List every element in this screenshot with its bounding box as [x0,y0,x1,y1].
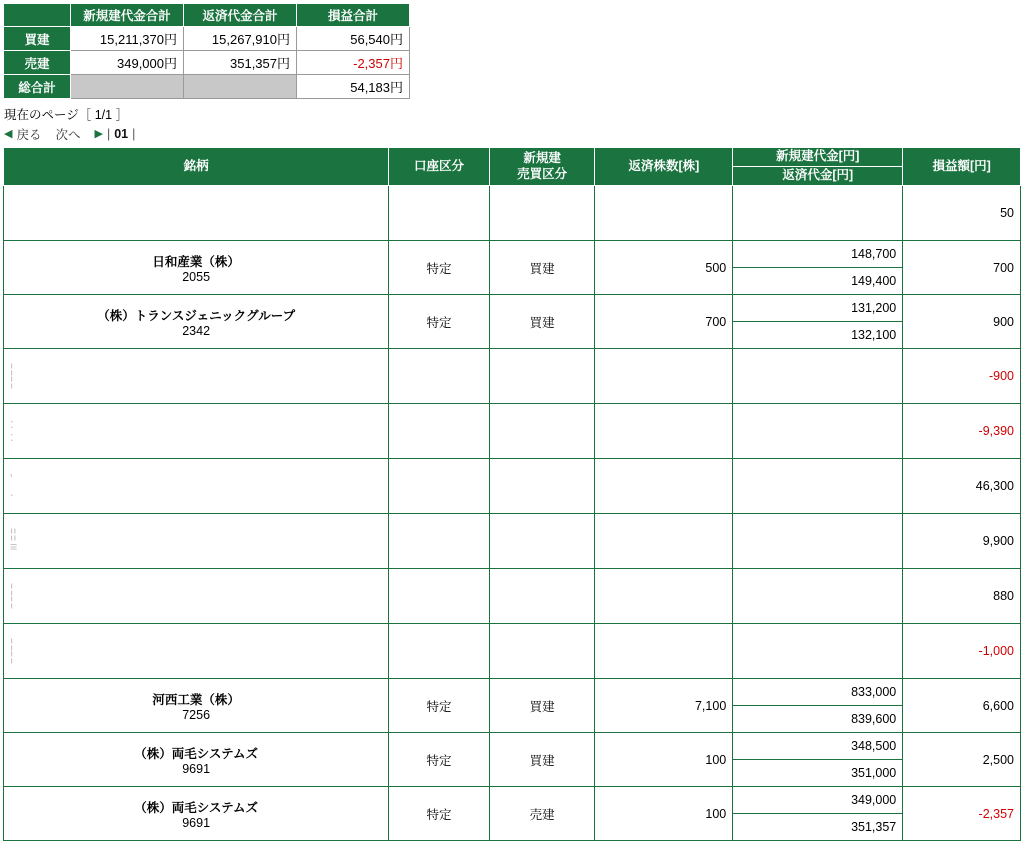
header-new-amount: 新規建代金[円] [733,148,903,167]
clipped-content-marker: ≡ [10,540,18,555]
cell-quantity: 7,100 [595,679,733,733]
stock-name: 河西工業（株） [152,692,240,707]
cell-repay-amount: 351,357 [851,820,897,835]
cell-new-amount: 348,500 [733,733,902,760]
cell-name [4,404,389,459]
cell-trade-type: 売建 [489,787,595,841]
cell-trade-type [489,569,595,624]
clipped-content-marker: ¦ [10,636,14,651]
page-number-01[interactable]: 01 [114,127,129,141]
cell-amounts [733,186,903,241]
cell-account [389,459,490,514]
cell-name [4,459,389,514]
cell-pl: 6,600 [903,679,1021,733]
header-trade-line2: 売買区分 [517,166,568,181]
cell-account: 特定 [389,787,490,841]
cell-pl: 9,900 [903,514,1021,569]
summary-row-sell [4,51,410,75]
cell-account: 特定 [389,295,490,349]
cell-quantity [595,404,733,459]
header-repay-amount: 返済代金[円] [733,167,903,186]
cell-quantity [595,514,733,569]
paging-separator-left: | [106,127,111,141]
cell-quantity [595,459,733,514]
summary-corner-cell [4,4,71,27]
summary-cell-repay-amount: 15,267,910円 [184,27,297,51]
table-row[interactable] [4,569,1021,624]
clipped-content-marker: ¦ [10,375,14,390]
cell-name [4,514,389,569]
paging-controls [4,125,1024,143]
cell-repay-amount: 839,600 [851,712,897,727]
cell-trade-type [489,186,595,241]
summary-cell-blank [71,75,184,99]
cell-pl: 2,500 [903,733,1021,787]
table-row[interactable] [4,787,1021,841]
cell-account [389,624,490,679]
summary-cell-new-amount: 15,211,370円 [71,27,184,51]
cell-quantity [595,569,733,624]
table-row[interactable] [4,733,1021,787]
cell-quantity: 500 [595,241,733,295]
clipped-content-marker: : [10,416,14,431]
cell-pl: -9,390 [903,404,1021,459]
stock-name: （株）トランスジェニックグループ [97,308,296,323]
cell-amounts [733,404,903,459]
stock-code: 9691 [182,761,211,776]
cell-repay-amount: 132,100 [851,328,897,343]
clipped-content-marker: ¦¦ [10,526,17,541]
cell-quantity [595,624,733,679]
cell-account [389,349,490,404]
next-arrow-icon[interactable]: ▶ [94,127,103,140]
summary-header-row [4,4,410,27]
header-account: 口座区分 [389,148,490,186]
table-row[interactable] [4,404,1021,459]
cell-name [4,624,389,679]
header-pl: 損益額[円] [903,148,1021,186]
cell-account [389,514,490,569]
cell-trade-type: 買建 [489,295,595,349]
cell-trade-type [489,349,595,404]
cell-new-amount: 131,200 [733,295,902,322]
cell-new-amount: 833,000 [733,679,902,706]
header-quantity: 返済株数[株] [595,148,733,186]
summary-cell-pl: 54,183円 [297,75,410,99]
clipped-content-marker: . [10,485,14,500]
cell-new-amount: 349,000 [733,787,902,814]
cell-pl: 880 [903,569,1021,624]
stock-name: 日和産業（株） [152,254,240,269]
cell-pl: 50 [903,186,1021,241]
cell-quantity: 100 [595,733,733,787]
table-row[interactable] [4,679,1021,733]
cell-repay-amount: 149,400 [851,274,897,289]
cell-account [389,569,490,624]
table-row[interactable] [4,514,1021,569]
table-row[interactable] [4,624,1021,679]
clipped-content-marker: ¦ [10,595,14,610]
cell-quantity [595,186,733,241]
summary-row-buy [4,27,410,51]
clipped-content-marker: ¦ [10,581,14,596]
clipped-content-marker: : [10,430,14,445]
cell-trade-type [489,459,595,514]
cell-quantity [595,349,733,404]
summary-cell-new-amount: 349,000円 [71,51,184,75]
cell-pl: 900 [903,295,1021,349]
clipped-content-marker: ¦ [10,361,14,376]
summary-row-label: 総合計 [4,75,71,99]
cell-amounts [733,459,903,514]
cell-account: 特定 [389,679,490,733]
cell-account: 特定 [389,241,490,295]
summary-cell-blank [184,75,297,99]
summary-header-pl: 損益合計 [297,4,410,27]
table-row[interactable] [4,459,1021,514]
cell-name [4,295,389,349]
cell-name [4,733,389,787]
cell-amounts [733,679,903,733]
cell-trade-type: 買建 [489,241,595,295]
cell-amounts [733,241,903,295]
current-page-label: 現在のページ［ 1/1 ］ [4,108,129,122]
summary-row-total [4,75,410,99]
cell-trade-type [489,624,595,679]
summary-table [3,3,410,99]
cell-amounts [733,569,903,624]
next-page-link[interactable]: 次へ [55,128,81,142]
header-name: 銘柄 [4,148,389,186]
cell-trade-type: 買建 [489,679,595,733]
cell-pl: -2,357 [903,787,1021,841]
clipped-content-marker: ¦ [10,650,14,665]
positions-table [3,147,1021,841]
summary-header-new-amount: 新規建代金合計 [71,4,184,27]
summary-row-label: 売建 [4,51,71,75]
stock-code: 7256 [182,707,211,722]
cell-name [4,787,389,841]
cell-name [4,679,389,733]
cell-amounts [733,295,903,349]
summary-cell-pl: 56,540円 [297,27,410,51]
stock-name: （株）両毛システムズ [134,746,259,761]
cell-name [4,569,389,624]
cell-trade-type [489,404,595,459]
stock-code: 2342 [182,323,211,338]
cell-amounts [733,733,903,787]
cell-account: 特定 [389,733,490,787]
cell-name [4,349,389,404]
prev-page-link[interactable]: 戻る [16,128,42,142]
clipped-content-marker: ' [10,471,13,486]
table-row[interactable] [4,295,1021,349]
cell-amounts [733,787,903,841]
table-row[interactable] [4,241,1021,295]
header-trade-line1: 新規建 [523,151,561,165]
cell-pl: -1,000 [903,624,1021,679]
clipped-content-marker [10,208,382,218]
summary-cell-pl: -2,357円 [297,51,410,75]
cell-amounts [733,514,903,569]
cell-amounts [733,349,903,404]
cell-account [389,186,490,241]
table-row[interactable] [4,186,1021,241]
cell-name [4,186,389,241]
cell-new-amount: 148,700 [733,241,902,268]
cell-quantity: 100 [595,787,733,841]
header-trade-type [489,148,595,186]
cell-trade-type: 買建 [489,733,595,787]
cell-account [389,404,490,459]
cell-repay-amount: 351,000 [851,766,897,781]
cell-quantity: 700 [595,295,733,349]
summary-row-label: 買建 [4,27,71,51]
summary-header-repay-amount: 返済代金合計 [184,4,297,27]
cell-amounts [733,624,903,679]
cell-name [4,241,389,295]
cell-pl: 700 [903,241,1021,295]
stock-code: 9691 [182,815,211,830]
paging-separator-right: | [132,127,136,141]
stock-code: 2055 [182,269,211,284]
cell-trade-type [489,514,595,569]
summary-cell-repay-amount: 351,357円 [184,51,297,75]
prev-arrow-icon[interactable]: ◀ [4,127,13,140]
cell-pl: 46,300 [903,459,1021,514]
cell-pl: -900 [903,349,1021,404]
positions-header-row [4,148,1021,167]
stock-name: （株）両毛システムズ [134,800,259,815]
table-row[interactable] [4,349,1021,404]
